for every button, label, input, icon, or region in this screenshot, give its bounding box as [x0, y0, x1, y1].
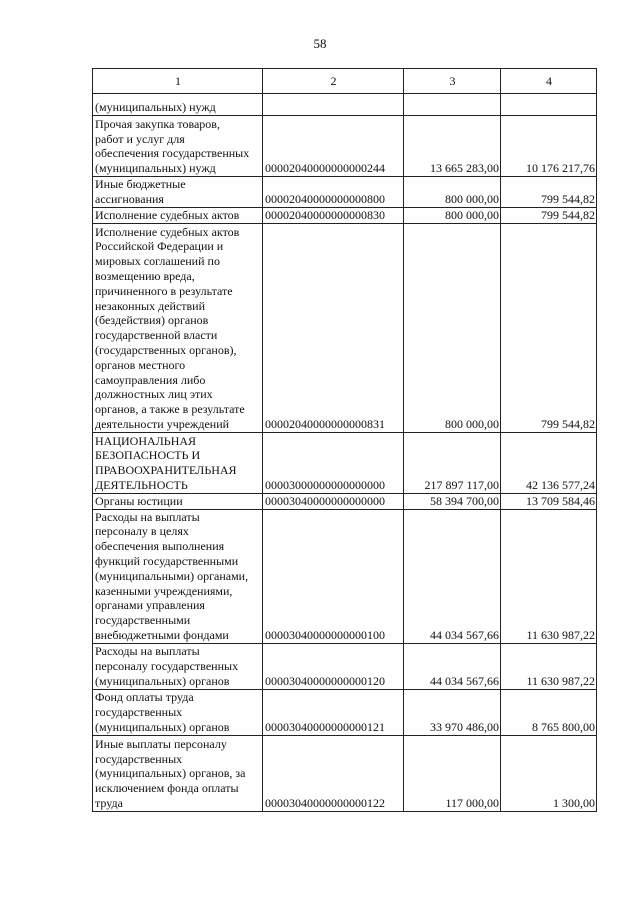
row-code: 00003040000000000100	[263, 509, 404, 643]
table-row	[93, 223, 597, 432]
row-exec: 799 544,82	[501, 223, 597, 432]
row-name: Фонд оплаты труда государственных (муниципальных) органов	[93, 689, 263, 735]
row-exec: 799 544,82	[501, 177, 597, 208]
row-exec: 11 630 987,22	[501, 509, 597, 643]
row-name: Прочая закупка товаров, работ и услуг для обеспечения государственных (муниципальных) нужд	[93, 116, 263, 177]
header-col-4: 4	[501, 69, 597, 94]
row-plan: 217 897 117,00	[404, 432, 501, 493]
table-row	[93, 116, 597, 177]
row-code: 00002040000000000244	[263, 116, 404, 177]
row-name: Расходы на выплаты персоналу в целях обеспечения выполнения функций государственными (муниципальными) органами, казенными учреждениями, органами управления государственными внебюджетными фондами	[93, 509, 263, 643]
row-code	[263, 94, 404, 116]
row-code: 00002040000000000831	[263, 223, 404, 432]
table-row	[93, 735, 597, 811]
row-plan	[404, 94, 501, 116]
table-row	[93, 643, 597, 689]
budget-table-body	[93, 69, 597, 812]
row-exec: 11 630 987,22	[501, 643, 597, 689]
row-exec: 799 544,82	[501, 208, 597, 224]
row-exec	[501, 94, 597, 116]
budget-table	[92, 68, 597, 812]
row-code: 00003040000000000122	[263, 735, 404, 811]
row-plan: 800 000,00	[404, 177, 501, 208]
row-plan: 33 970 486,00	[404, 689, 501, 735]
table-row	[93, 94, 597, 116]
row-exec: 13 709 584,46	[501, 493, 597, 509]
header-row	[93, 69, 597, 94]
row-code: 00002040000000000800	[263, 177, 404, 208]
row-plan: 117 000,00	[404, 735, 501, 811]
row-name: Иные бюджетные ассигнования	[93, 177, 263, 208]
row-plan: 13 665 283,00	[404, 116, 501, 177]
row-code: 00002040000000000830	[263, 208, 404, 224]
table-row	[93, 689, 597, 735]
row-name: Исполнение судебных актов	[93, 208, 263, 224]
row-code: 00003040000000000121	[263, 689, 404, 735]
row-name: НАЦИОНАЛЬНАЯ БЕЗОПАСНОСТЬ И ПРАВООХРАНИТЕЛЬНАЯ ДЕЯТЕЛЬНОСТЬ	[93, 432, 263, 493]
page-number: 58	[313, 36, 327, 51]
row-name: Органы юстиции	[93, 493, 263, 509]
row-code: 00003000000000000000	[263, 432, 404, 493]
row-exec: 8 765 800,00	[501, 689, 597, 735]
row-name: (муниципальных) нужд	[93, 94, 263, 116]
row-exec: 10 176 217,76	[501, 116, 597, 177]
table-row	[93, 177, 597, 208]
row-plan: 800 000,00	[404, 223, 501, 432]
header-col-2: 2	[263, 69, 404, 94]
row-plan: 800 000,00	[404, 208, 501, 224]
row-name: Расходы на выплаты персоналу государственных (муниципальных) органов	[93, 643, 263, 689]
row-name: Иные выплаты персоналу государственных (муниципальных) органов, за исключением фонда оплаты труда	[93, 735, 263, 811]
row-code: 00003040000000000120	[263, 643, 404, 689]
table-row	[93, 509, 597, 643]
row-code: 00003040000000000000	[263, 493, 404, 509]
header-col-3: 3	[404, 69, 501, 94]
table-row	[93, 208, 597, 224]
table-row	[93, 432, 597, 493]
row-plan: 44 034 567,66	[404, 509, 501, 643]
row-plan: 58 394 700,00	[404, 493, 501, 509]
row-exec: 42 136 577,24	[501, 432, 597, 493]
header-col-1: 1	[93, 69, 263, 94]
table-row	[93, 493, 597, 509]
row-exec: 1 300,00	[501, 735, 597, 811]
row-plan: 44 034 567,66	[404, 643, 501, 689]
row-name: Исполнение судебных актов Российской Федерации и мировых соглашений по возмещению вреда, причиненного в результате незаконных действий (бездействия) органов государственной власти (государственных органов), органов местного самоуправления либо должностных лиц этих органов, а также в результате деятельности учреждений	[93, 223, 263, 432]
